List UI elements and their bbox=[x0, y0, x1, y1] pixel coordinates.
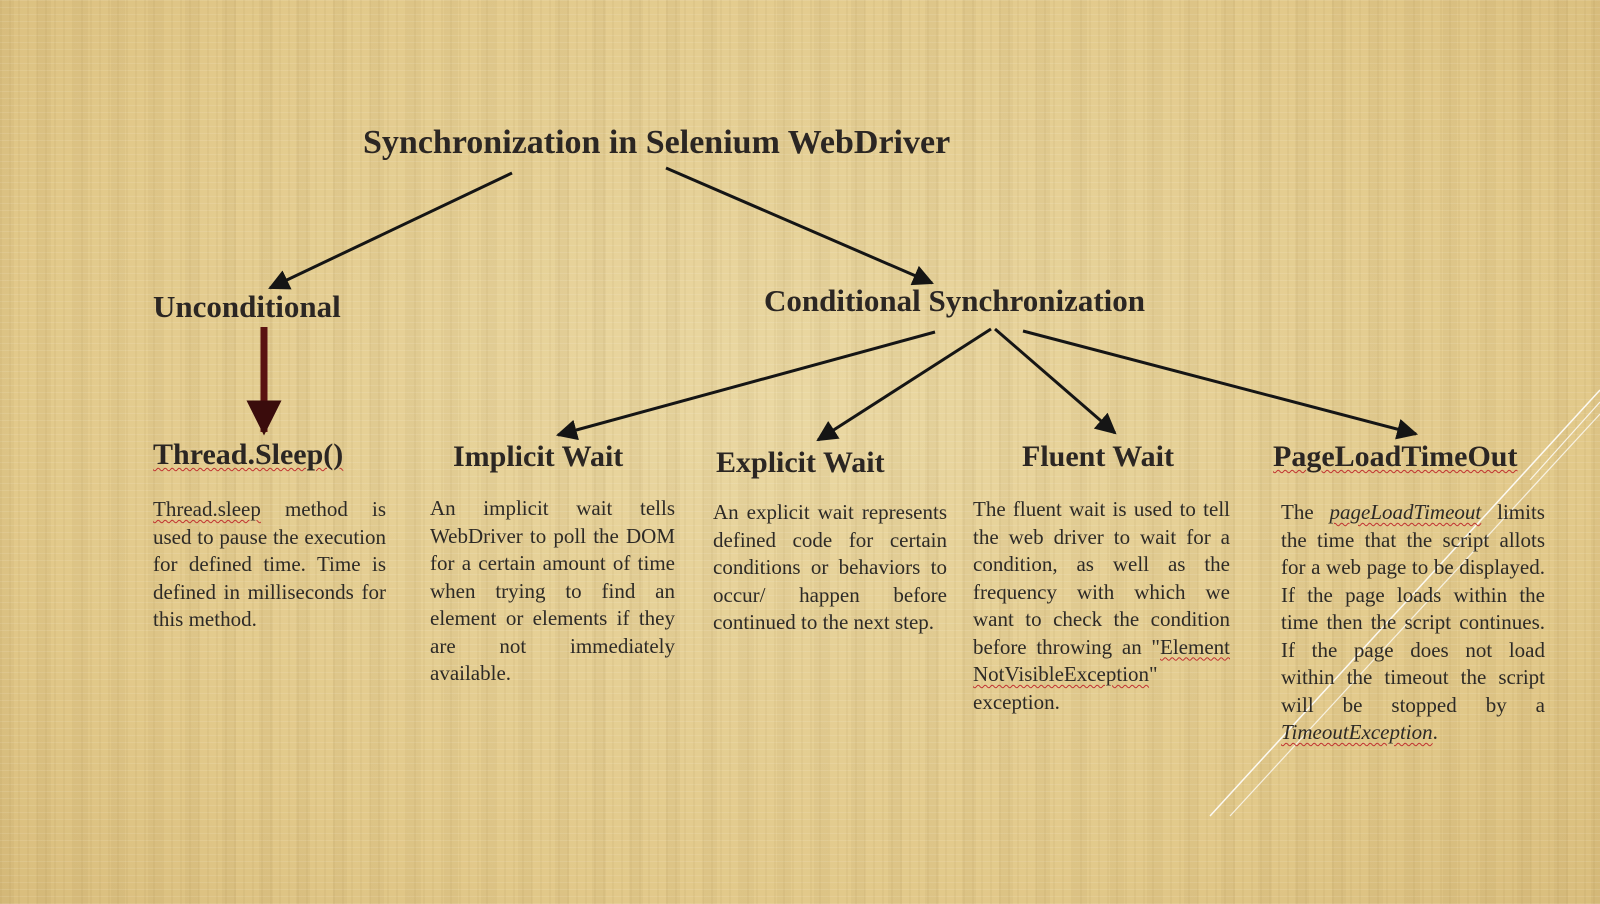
arrow-conditional-to-fluent bbox=[995, 329, 1115, 433]
explicit-wait-description: An explicit wait represents defined code for certain conditions or behaviors to occur/ happen before continued to the next step. bbox=[713, 500, 947, 634]
implicit-wait-heading: Implicit Wait bbox=[453, 440, 624, 473]
conditional-heading: Conditional Synchronization bbox=[764, 283, 1145, 318]
pageload-text: limits the time that the script allots for a web page to be displayed. If the page loads within the time then the script continues. If the page does not load within the timeout the script will be stopped by a bbox=[1281, 500, 1545, 717]
fluent-wait-text: The fluent wait is used to tell the web driver to wait for a condition, as well as the frequency with which we want to check the condition before throwing an " bbox=[973, 497, 1230, 659]
implicit-wait-description: An implicit wait tells WebDriver to poll the DOM for a certain amount of time when trying to find an element or elements if they are not immediately available. bbox=[430, 496, 675, 685]
pageload-timeout-description bbox=[1281, 499, 1545, 747]
arrow-title-to-conditional bbox=[666, 168, 932, 283]
thread-sleep-text: method is used to pause the execution for defined time. Time is defined in milliseconds for this method. bbox=[153, 497, 386, 631]
fluent-wait-description bbox=[973, 496, 1230, 716]
arrow-title-to-unconditional bbox=[270, 173, 512, 288]
arrow-conditional-to-implicit bbox=[558, 332, 935, 435]
arrow-conditional-to-explicit bbox=[818, 329, 991, 440]
unconditional-heading: Unconditional bbox=[153, 289, 341, 324]
pageload-text-start: The bbox=[1281, 500, 1330, 524]
pageload-term: pageLoadTimeout bbox=[1329, 500, 1482, 524]
fluent-wait-heading: Fluent Wait bbox=[1022, 440, 1174, 473]
pageload-text-end: . bbox=[1432, 720, 1438, 744]
pageload-timeout-heading: PageLoadTimeOut bbox=[1273, 440, 1518, 473]
pageload-exception: TimeoutException bbox=[1281, 720, 1433, 744]
thread-sleep-heading: Thread.Sleep() bbox=[153, 438, 344, 471]
diagram-title: Synchronization in Selenium WebDriver bbox=[363, 124, 951, 161]
fluent-wait-exception: ElementNotVisibleException bbox=[973, 634, 1230, 686]
thread-sleep-term: Thread.sleep bbox=[153, 497, 261, 521]
explicit-wait-heading: Explicit Wait bbox=[716, 446, 885, 479]
thread-sleep-description bbox=[153, 496, 386, 634]
fluent-wait-text-end: " exception. bbox=[973, 662, 1158, 714]
